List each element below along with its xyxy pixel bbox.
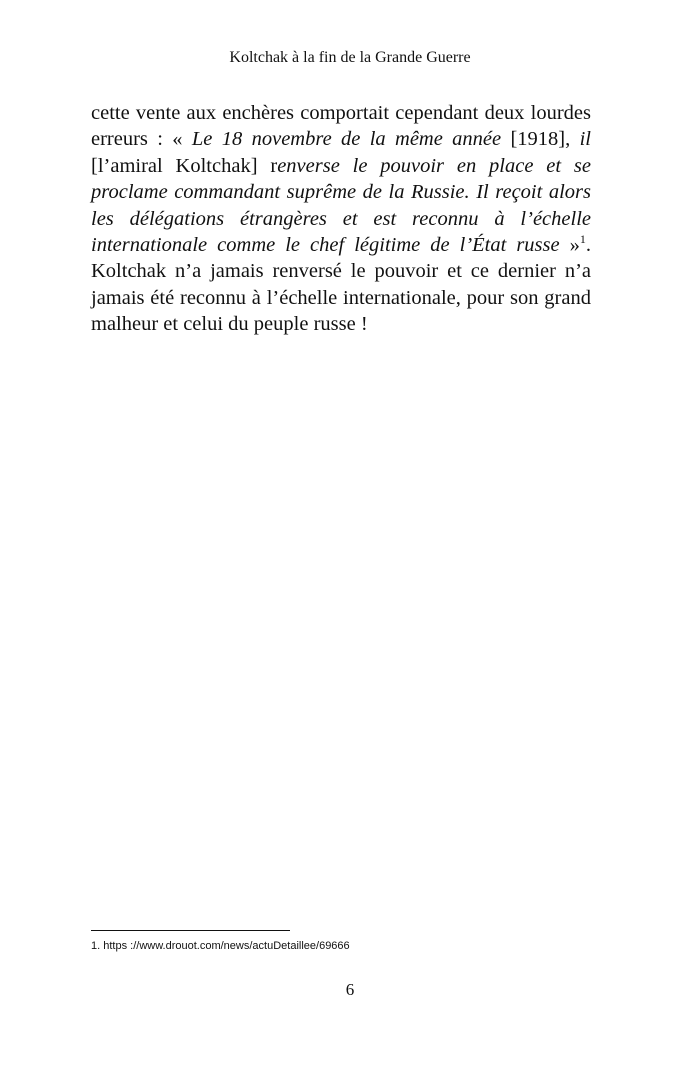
body-paragraph bbox=[91, 100, 591, 338]
footnote bbox=[91, 939, 591, 953]
page-number: 6 bbox=[345, 980, 355, 999]
body-text-segment: cette vente aux enchères comportait cependant deux lourdes erreurs : « bbox=[91, 102, 591, 151]
footnote-url: https ://www.drouot.com/news/actuDetaillee/69666 bbox=[103, 940, 350, 952]
body-italic-quote-segment: il bbox=[579, 128, 592, 151]
footnote-divider bbox=[91, 930, 290, 931]
footnote-number: 1. bbox=[91, 940, 101, 952]
running-header: Koltchak à la fin de la Grande Guerre bbox=[229, 49, 471, 66]
body-text-segment: [1918], bbox=[501, 128, 580, 151]
body-italic-quote-segment: Le 18 novembre de la même année bbox=[191, 128, 502, 151]
body-italic-quote-segment: enverse le pouvoir en place et se proclame commandant suprême de la Russie. Il reçoit alors les délégations étrangères et est reconnu à l’échelle internationale comme le chef légitime de l’État russe bbox=[91, 154, 591, 257]
footnote-reference: 1 bbox=[579, 232, 586, 247]
body-text-segment: . Koltchak n’a jamais renversé le pouvoir et ce dernier n’a jamais été reconnu à l’échelle internationale, pour son grand malheur et celui du peuple russe ! bbox=[91, 234, 591, 336]
body-text-segment: » bbox=[559, 234, 580, 257]
body-text-segment: [l’amiral Koltchak] r bbox=[91, 154, 278, 177]
